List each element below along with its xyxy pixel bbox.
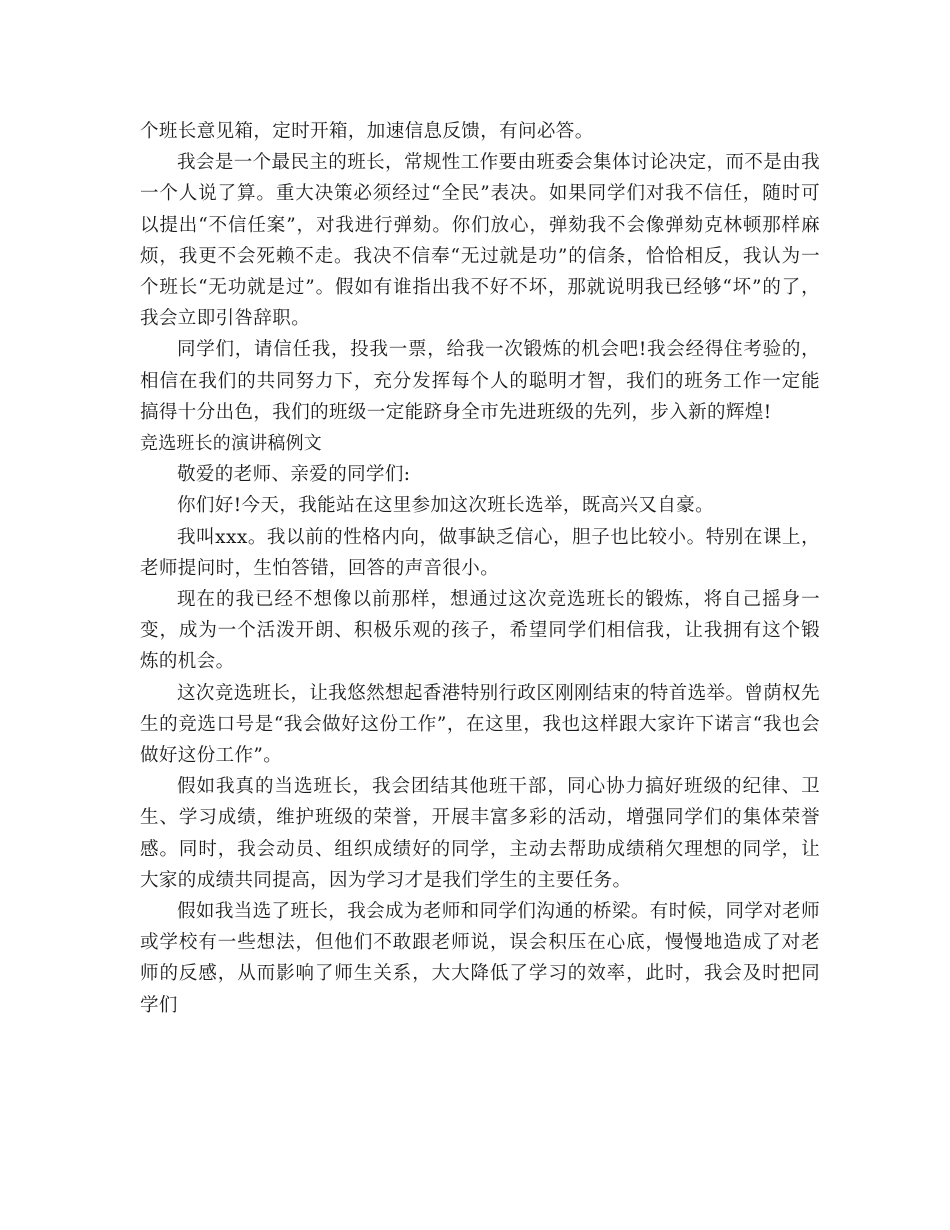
paragraph-change: 现在的我已经不想像以前那样，想通过这次竞选班长的锻炼，将自己摇身一变，成为一个活泼开朗、积极乐观的孩子，希望同学们相信我，让我拥有这个锻炼的机会。 [140, 589, 820, 673]
greeting-line: 敬爱的老师、亲爱的同学们: [177, 464, 411, 486]
paragraph-bridge: 假如我当选了班长，我会成为老师和同学们沟通的桥梁。有时候，同学对老师或学校有一些想法，但他们不敢跟老师说，误会积压在心底，慢慢地造成了对老师的反感，从而影响了师生关系，大大降低了学习的效率，此时，我会及时把同学们 [140, 901, 820, 1016]
paragraph-opening: 你们好!今天，我能站在这里参加这次班长选举，既高兴又自豪。 [177, 495, 715, 517]
paragraph-3: 同学们，请信任我，投我一票，给我一次锻炼的机会吧!我会经得住考验的，相信在我们的共同努力下，充分发挥每个人的聪明才智，我们的班务工作一定能搞得十分出色，我们的班级一定能跻身全市先进班级的先列，步入新的辉煌! [140, 339, 820, 423]
document-body [140, 116, 820, 1021]
section-heading: 竞选班长的演讲稿例文 [140, 433, 322, 455]
paragraph-2: 我会是一个最民主的班长，常规性工作要由班委会集体讨论决定，而不是由我一个人说了算。重大决策必须经过“全民”表决。如果同学们对我不信任，随时可以提出“不信任案”，对我进行弹劾。你们放心，弹劾我不会像弹劾克林顿那样麻烦，我更不会死赖不走。我决不信奉“无过就是功”的信条，恰恰相反，我认为一个班长“无功就是过”。假如有谁指出我不好不坏，那就说明我已经够“坏”的了，我会立即引咎辞职。 [140, 152, 820, 330]
paragraph-plan: 假如我真的当选班长，我会团结其他班干部，同心协力搞好班级的纪律、卫生、学习成绩，维护班级的荣誉，开展丰富多彩的活动，增强同学们的集体荣誉感。同时，我会动员、组织成绩好的同学，主动去帮助成绩稍欠理想的同学，让大家的成绩共同提高，因为学习才是我们学生的主要任务。 [140, 776, 820, 891]
paragraph-1: 个班长意见箱，定时开箱，加速信息反馈，有问必答。 [140, 121, 594, 142]
paragraph-self-intro: 我叫xxx。我以前的性格内向，做事缺乏信心，胆子也比较小。特别在课上，老师提问时，生怕答错，回答的声音很小。 [140, 526, 820, 579]
paragraph-slogan: 这次竞选班长，让我悠然想起香港特别行政区刚刚结束的特首选举。曾荫权先生的竞选口号是“我会做好这份工作”，在这里，我也这样跟大家许下诺言“我也会做好这份工作”。 [140, 682, 820, 767]
